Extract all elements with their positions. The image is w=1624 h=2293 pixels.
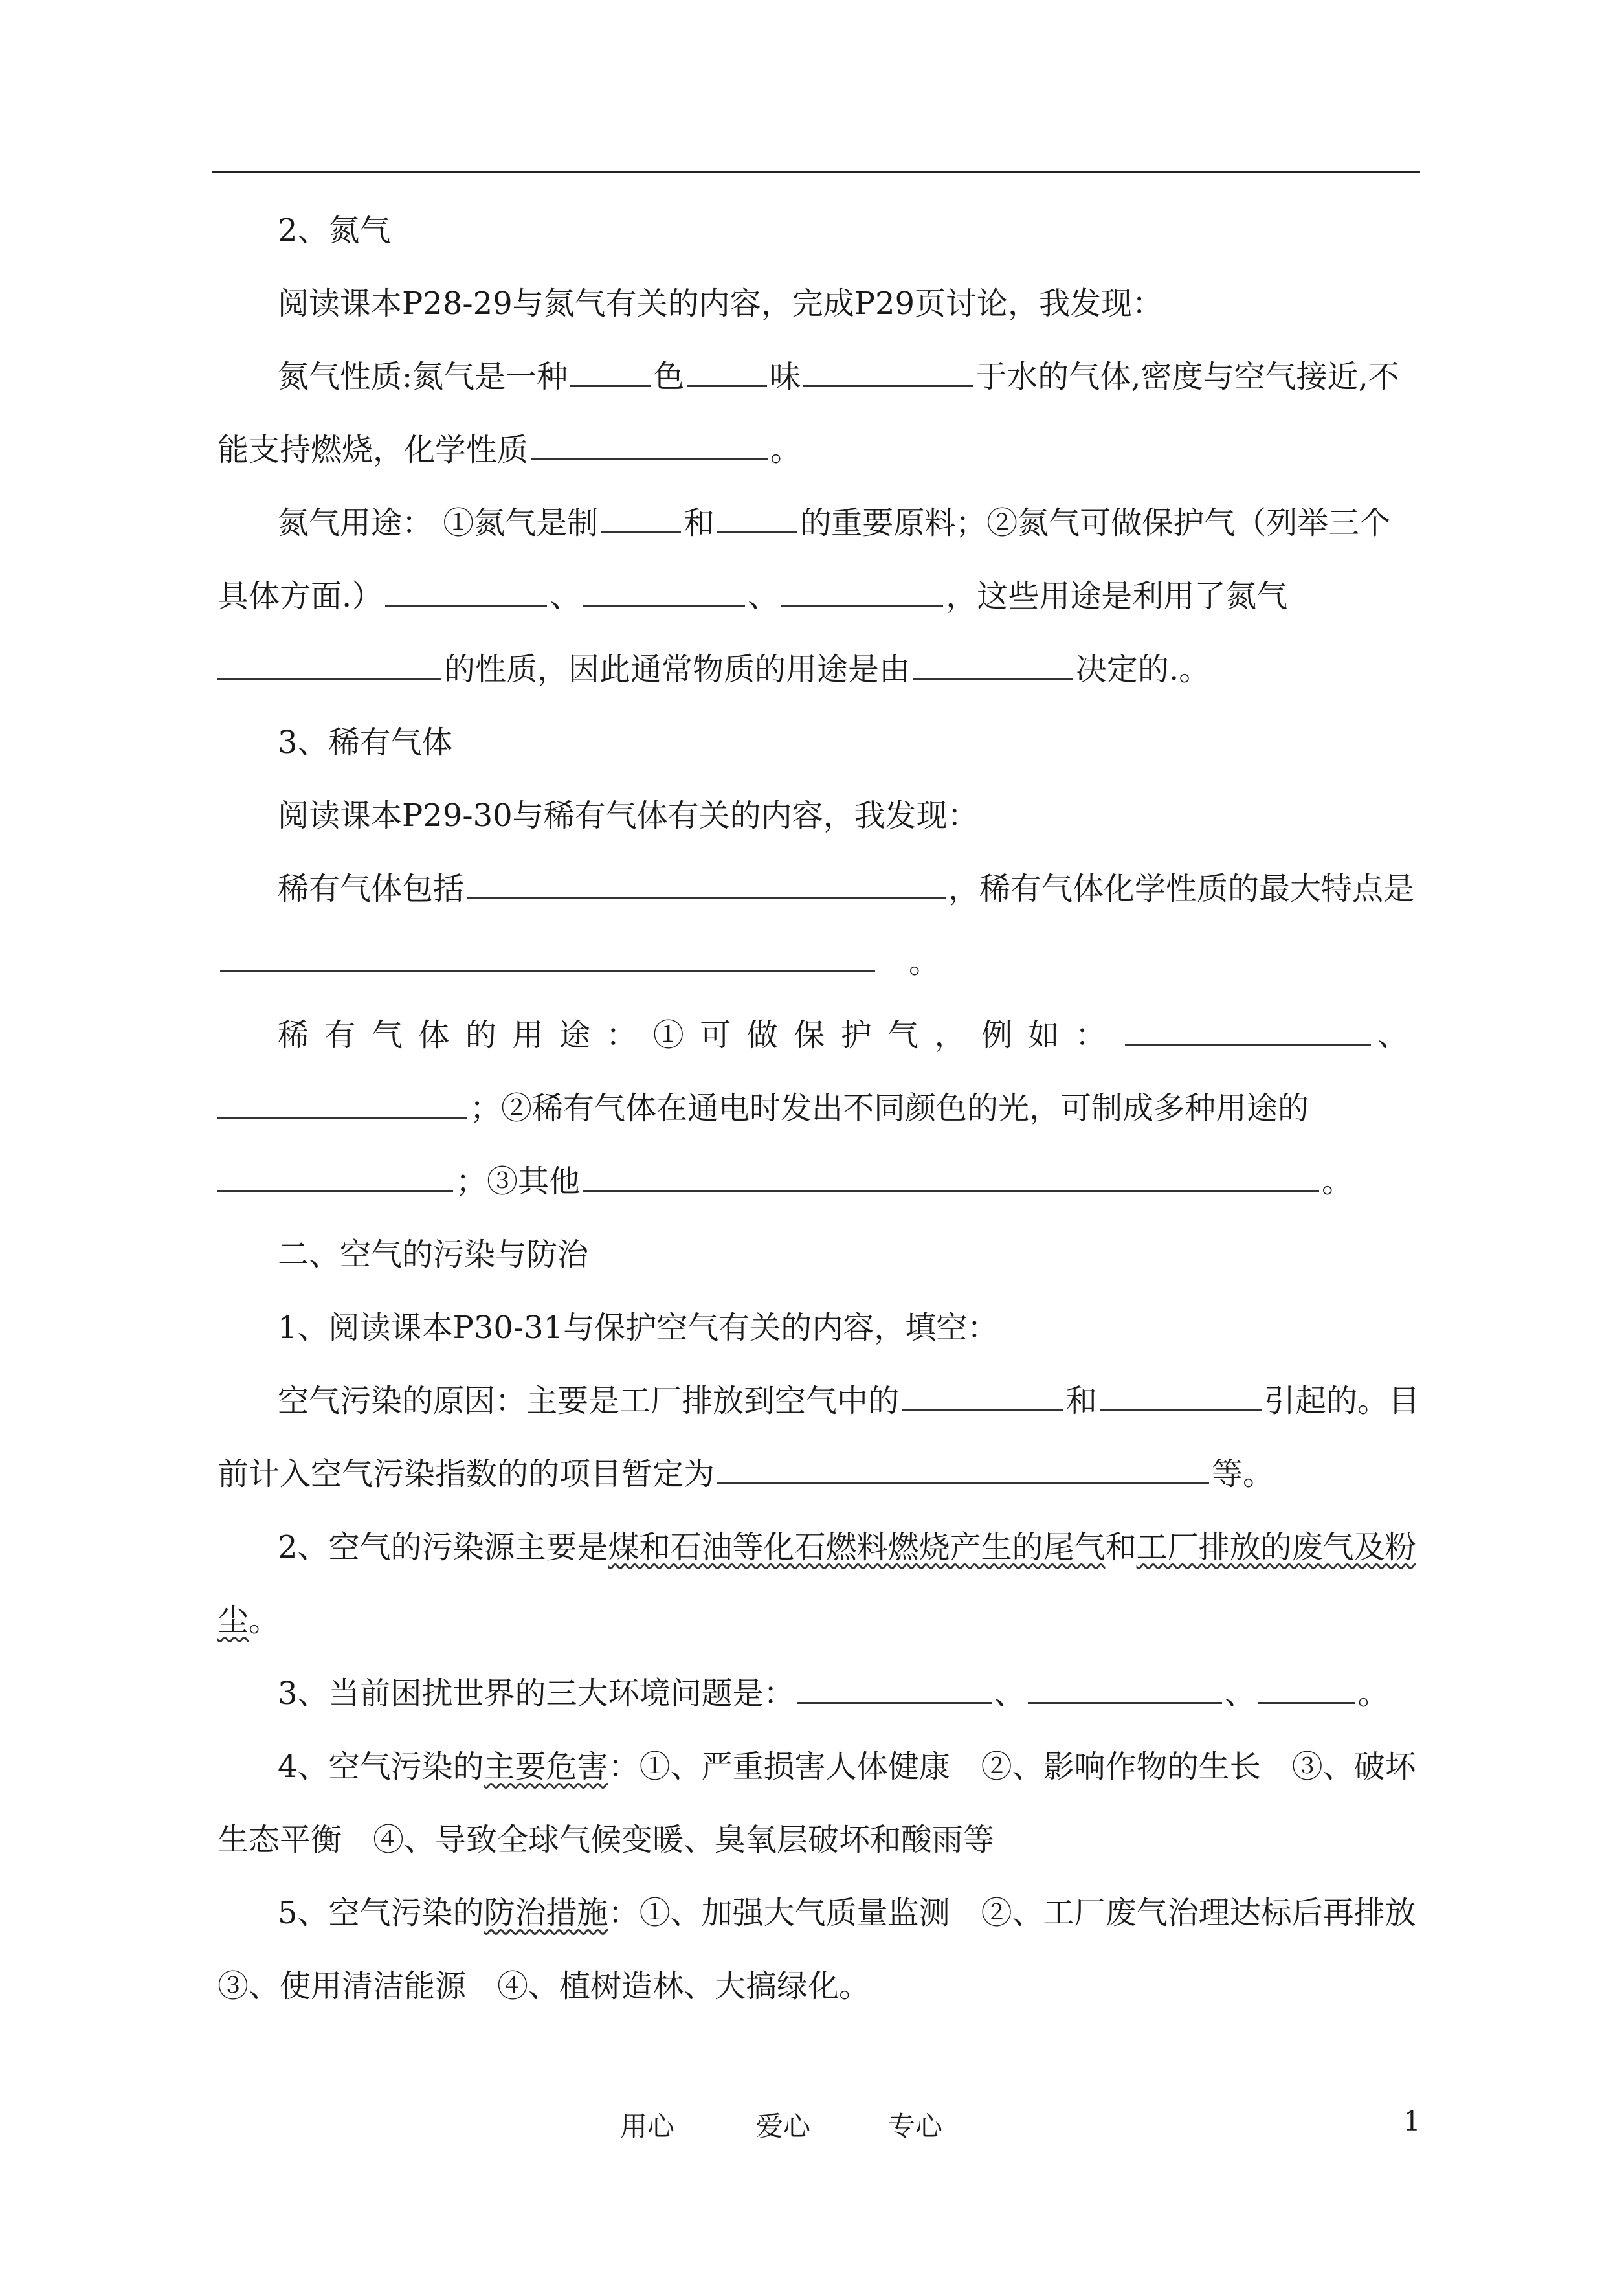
footer-slogan-2: 爱心 [756,2110,811,2142]
blank-raw-material-1[interactable] [601,504,681,533]
blank-determined-by[interactable] [913,651,1073,680]
blank-raw-material-2[interactable] [717,504,797,533]
blank-problem-1[interactable] [797,1675,992,1704]
footer-slogan-1: 用心 [620,2110,675,2142]
blank-rare-gases-list[interactable] [467,870,946,899]
rare-gases-include: 稀有气体包括 ，稀有气体化学性质的最大特点是 。 [217,853,1420,999]
blank-protective-use-2[interactable] [583,577,745,607]
blank-problem-2[interactable] [1028,1675,1222,1704]
blank-index-items[interactable] [717,1455,1209,1484]
section-heading-rare-gases: 3、稀有气体 [278,724,453,761]
pollution-sources: 2、空气的污染源主要是煤和石油等化石燃料燃烧产生的尾气和工厂排放的废气及粉尘。 [217,1529,1416,1639]
blank-chemical-feature[interactable] [220,943,875,972]
pollution-prevention: 5、空气污染的防治措施：①、加强大气质量监测 ②、工厂废气治理达标后再排放③、使用清洁能源 ④、植树造林、大搞绿化。 [217,1895,1416,2004]
pollution-causes: 空气污染的原因：主要是工厂排放到空气中的 和 引起的。目前计入空气污染指数的的项目暂定为 等。 [217,1383,1420,1492]
header-rule [212,171,1420,173]
section-heading-pollution: 二、空气的污染与防治 [278,1236,589,1273]
blank-problem-3[interactable] [1258,1675,1355,1704]
blank-protective-use-3[interactable] [781,577,943,607]
emphasis-main-harms: 主要危害 [484,1749,608,1785]
emphasis-prevention: 防治措施 [484,1895,608,1931]
blank-chemical-property[interactable] [531,431,768,460]
blank-protective-use-1[interactable] [385,577,547,607]
blank-protective-example-1[interactable] [1125,1016,1371,1046]
emphasis-factory-emission: 工厂排放的废气及粉尘 [217,1529,1416,1639]
pollution-instruction: 1、阅读课本P30-31与保护空气有关的内容，填空： [278,1310,999,1346]
blank-protective-example-2[interactable] [217,1090,467,1119]
blank-pollutant-2[interactable] [1100,1382,1262,1411]
document-body [217,194,1420,2023]
rare-gases-uses-line2: ；②稀有气体在通电时发出不同颜色的光，可制成多种用途的；③其他 。 [217,1072,1420,1218]
blank-other-uses[interactable] [583,1163,1319,1192]
environment-problems: 3、当前困扰世界的三大环境问题是： 、 、 。 [278,1675,1389,1712]
page-footer [0,2105,1624,2144]
nitrogen-uses: 氮气用途： ①氮气是制 和 的重要原料；②氮气可做保护气（列举三个具体方面.） 、 、 ，这些用途是利用了氮气的性质，因此通常物质的用途是由 决定的.。 [217,505,1391,688]
blank-light-uses[interactable] [217,1163,453,1192]
nitrogen-properties: 氮气性质:氮气是一种 色 味 于水的气体,密度与空气接近,不能支持燃烧，化学性质 。 [217,359,1399,468]
reading-instruction-rare: 阅读课本P29-30与稀有气体有关的内容，我发现： [278,798,979,834]
blank-smell[interactable] [687,358,767,387]
footer-slogan-3: 专心 [888,2110,943,2142]
emphasis-fossil-fuel: 煤和石油等化石燃料燃烧产生的尾气 [608,1529,1106,1565]
section-heading-nitrogen: 2、氮气 [278,212,391,249]
reading-instruction: 阅读课本P28-29与氮气有关的内容，完成P29页讨论，我发现： [278,285,1164,322]
blank-pollutant-1[interactable] [902,1382,1063,1411]
blank-solubility[interactable] [803,358,973,387]
blank-nitrogen-property[interactable] [217,651,441,680]
pollution-harms: 4、空气污染的主要危害：①、严重损害人体健康 ②、影响作物的生长 ③、破坏生态平衡 ④、导致全球气候变暖、臭氧层破坏和酸雨等 [217,1749,1416,1858]
page-number: 1 [1403,2105,1421,2137]
rare-gases-uses-line1: 稀有气体的用途：①可做保护气，例如： 、 [278,1017,1420,1053]
blank-color[interactable] [570,358,651,387]
